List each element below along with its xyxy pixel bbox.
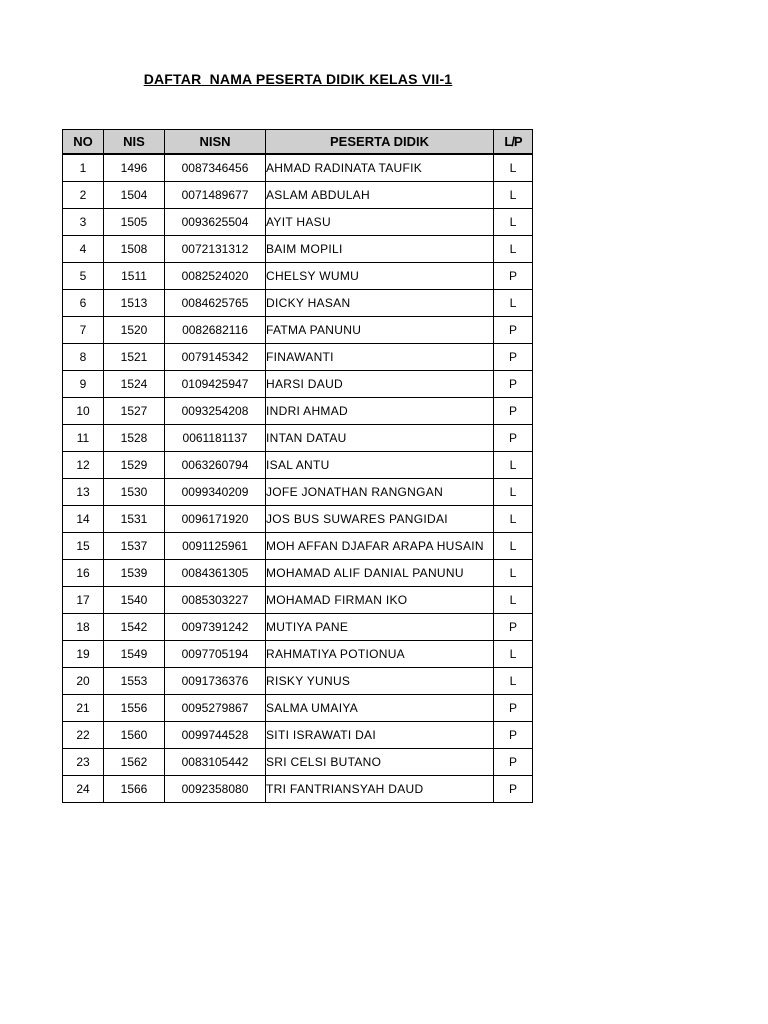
cell-nis: 1553	[104, 668, 165, 695]
cell-no: 18	[63, 614, 104, 641]
cell-nisn: 0109425947	[165, 371, 266, 398]
cell-nisn: 0063260794	[165, 452, 266, 479]
cell-nis: 1528	[104, 425, 165, 452]
cell-nisn: 0093625504	[165, 209, 266, 236]
cell-nisn: 0095279867	[165, 695, 266, 722]
cell-student-name: MOH AFFAN DJAFAR ARAPA HUSAIN	[266, 533, 494, 560]
cell-gender: P	[494, 371, 533, 398]
table-row	[63, 479, 533, 506]
cell-nis: 1549	[104, 641, 165, 668]
cell-nis: 1560	[104, 722, 165, 749]
cell-gender: L	[494, 560, 533, 587]
cell-nisn: 0072131312	[165, 236, 266, 263]
cell-student-name: AHMAD RADINATA TAUFIK	[266, 154, 494, 182]
table-row	[63, 452, 533, 479]
cell-nis: 1539	[104, 560, 165, 587]
cell-nisn: 0083105442	[165, 749, 266, 776]
cell-nis: 1556	[104, 695, 165, 722]
cell-gender: P	[494, 344, 533, 371]
cell-no: 14	[63, 506, 104, 533]
cell-nis: 1566	[104, 776, 165, 803]
cell-nis: 1511	[104, 263, 165, 290]
cell-no: 19	[63, 641, 104, 668]
cell-nisn: 0091736376	[165, 668, 266, 695]
table-row	[63, 398, 533, 425]
cell-no: 6	[63, 290, 104, 317]
cell-gender: L	[494, 452, 533, 479]
cell-student-name: MUTIYA PANE	[266, 614, 494, 641]
cell-no: 15	[63, 533, 104, 560]
cell-no: 8	[63, 344, 104, 371]
cell-gender: L	[494, 290, 533, 317]
column-header-name: PESERTA DIDIK	[266, 130, 494, 155]
cell-student-name: INTAN DATAU	[266, 425, 494, 452]
cell-student-name: MOHAMAD FIRMAN IKO	[266, 587, 494, 614]
cell-no: 9	[63, 371, 104, 398]
table-row	[63, 614, 533, 641]
table-row	[63, 560, 533, 587]
cell-nisn: 0082524020	[165, 263, 266, 290]
cell-gender: P	[494, 425, 533, 452]
cell-no: 4	[63, 236, 104, 263]
cell-nisn: 0087346456	[165, 154, 266, 182]
cell-nis: 1520	[104, 317, 165, 344]
table-row	[63, 425, 533, 452]
cell-gender: L	[494, 209, 533, 236]
cell-no: 16	[63, 560, 104, 587]
cell-no: 23	[63, 749, 104, 776]
cell-gender: P	[494, 776, 533, 803]
column-header-no: NO	[63, 130, 104, 155]
cell-gender: L	[494, 479, 533, 506]
cell-nisn: 0079145342	[165, 344, 266, 371]
cell-no: 12	[63, 452, 104, 479]
cell-no: 17	[63, 587, 104, 614]
cell-gender: P	[494, 614, 533, 641]
cell-nis: 1513	[104, 290, 165, 317]
cell-nis: 1527	[104, 398, 165, 425]
cell-no: 3	[63, 209, 104, 236]
cell-nis: 1542	[104, 614, 165, 641]
cell-nis: 1505	[104, 209, 165, 236]
cell-student-name: SITI ISRAWATI DAI	[266, 722, 494, 749]
cell-student-name: AYIT HASU	[266, 209, 494, 236]
table-row	[63, 317, 533, 344]
cell-student-name: FINAWANTI	[266, 344, 494, 371]
cell-student-name: RAHMATIYA POTIONUA	[266, 641, 494, 668]
cell-student-name: RISKY YUNUS	[266, 668, 494, 695]
cell-nisn: 0084625765	[165, 290, 266, 317]
cell-nis: 1524	[104, 371, 165, 398]
table-row	[63, 533, 533, 560]
cell-gender: L	[494, 506, 533, 533]
cell-nis: 1530	[104, 479, 165, 506]
cell-no: 13	[63, 479, 104, 506]
cell-gender: P	[494, 398, 533, 425]
table-row	[63, 236, 533, 263]
cell-student-name: SRI CELSI BUTANO	[266, 749, 494, 776]
cell-student-name: INDRI AHMAD	[266, 398, 494, 425]
table-row	[63, 587, 533, 614]
table-row	[63, 641, 533, 668]
cell-no: 21	[63, 695, 104, 722]
page-title: DAFTAR NAMA PESERTA DIDIK KELAS VII-1	[143, 71, 453, 87]
cell-nisn: 0061181137	[165, 425, 266, 452]
cell-nis: 1540	[104, 587, 165, 614]
cell-nisn: 0085303227	[165, 587, 266, 614]
cell-nis: 1562	[104, 749, 165, 776]
cell-student-name: FATMA PANUNU	[266, 317, 494, 344]
table-row	[63, 209, 533, 236]
cell-nis: 1504	[104, 182, 165, 209]
table-row	[63, 154, 533, 182]
cell-nisn: 0092358080	[165, 776, 266, 803]
table-row	[63, 668, 533, 695]
cell-student-name: JOS BUS SUWARES PANGIDAI	[266, 506, 494, 533]
table-row	[63, 263, 533, 290]
cell-student-name: SALMA UMAIYA	[266, 695, 494, 722]
cell-no: 2	[63, 182, 104, 209]
cell-gender: P	[494, 263, 533, 290]
cell-student-name: HARSI DAUD	[266, 371, 494, 398]
cell-nisn: 0091125961	[165, 533, 266, 560]
column-header-nisn: NISN	[165, 130, 266, 155]
table-row	[63, 749, 533, 776]
table-body	[63, 154, 533, 803]
cell-student-name: JOFE JONATHAN RANGNGAN	[266, 479, 494, 506]
cell-nisn: 0097391242	[165, 614, 266, 641]
cell-gender: L	[494, 154, 533, 182]
cell-nis: 1521	[104, 344, 165, 371]
cell-nis: 1537	[104, 533, 165, 560]
table-row	[63, 290, 533, 317]
cell-student-name: BAIM MOPILI	[266, 236, 494, 263]
cell-student-name: CHELSY WUMU	[266, 263, 494, 290]
cell-no: 24	[63, 776, 104, 803]
table-row	[63, 776, 533, 803]
cell-gender: L	[494, 641, 533, 668]
cell-nisn: 0099744528	[165, 722, 266, 749]
cell-no: 7	[63, 317, 104, 344]
cell-gender: P	[494, 695, 533, 722]
table-row	[63, 506, 533, 533]
cell-no: 22	[63, 722, 104, 749]
cell-nisn: 0071489677	[165, 182, 266, 209]
cell-no: 10	[63, 398, 104, 425]
table-row	[63, 695, 533, 722]
cell-no: 11	[63, 425, 104, 452]
cell-no: 5	[63, 263, 104, 290]
cell-gender: L	[494, 182, 533, 209]
cell-student-name: ISAL ANTU	[266, 452, 494, 479]
table-header-row	[63, 130, 533, 155]
cell-gender: P	[494, 749, 533, 776]
table-row	[63, 344, 533, 371]
cell-no: 1	[63, 154, 104, 182]
table-row	[63, 722, 533, 749]
cell-gender: P	[494, 317, 533, 344]
cell-gender: L	[494, 668, 533, 695]
cell-nis: 1531	[104, 506, 165, 533]
cell-nisn: 0097705194	[165, 641, 266, 668]
table-row	[63, 371, 533, 398]
cell-nisn: 0082682116	[165, 317, 266, 344]
column-header-lp: L/P	[494, 130, 533, 155]
cell-student-name: TRI FANTRIANSYAH DAUD	[266, 776, 494, 803]
cell-nis: 1529	[104, 452, 165, 479]
cell-student-name: ASLAM ABDULAH	[266, 182, 494, 209]
cell-nisn: 0093254208	[165, 398, 266, 425]
student-table	[62, 129, 533, 803]
cell-nisn: 0084361305	[165, 560, 266, 587]
cell-student-name: DICKY HASAN	[266, 290, 494, 317]
cell-gender: L	[494, 587, 533, 614]
cell-gender: L	[494, 236, 533, 263]
cell-nisn: 0096171920	[165, 506, 266, 533]
cell-nis: 1508	[104, 236, 165, 263]
cell-student-name: MOHAMAD ALIF DANIAL PANUNU	[266, 560, 494, 587]
column-header-nis: NIS	[104, 130, 165, 155]
cell-nisn: 0099340209	[165, 479, 266, 506]
cell-nis: 1496	[104, 154, 165, 182]
cell-gender: L	[494, 533, 533, 560]
cell-no: 20	[63, 668, 104, 695]
table-row	[63, 182, 533, 209]
cell-gender: P	[494, 722, 533, 749]
